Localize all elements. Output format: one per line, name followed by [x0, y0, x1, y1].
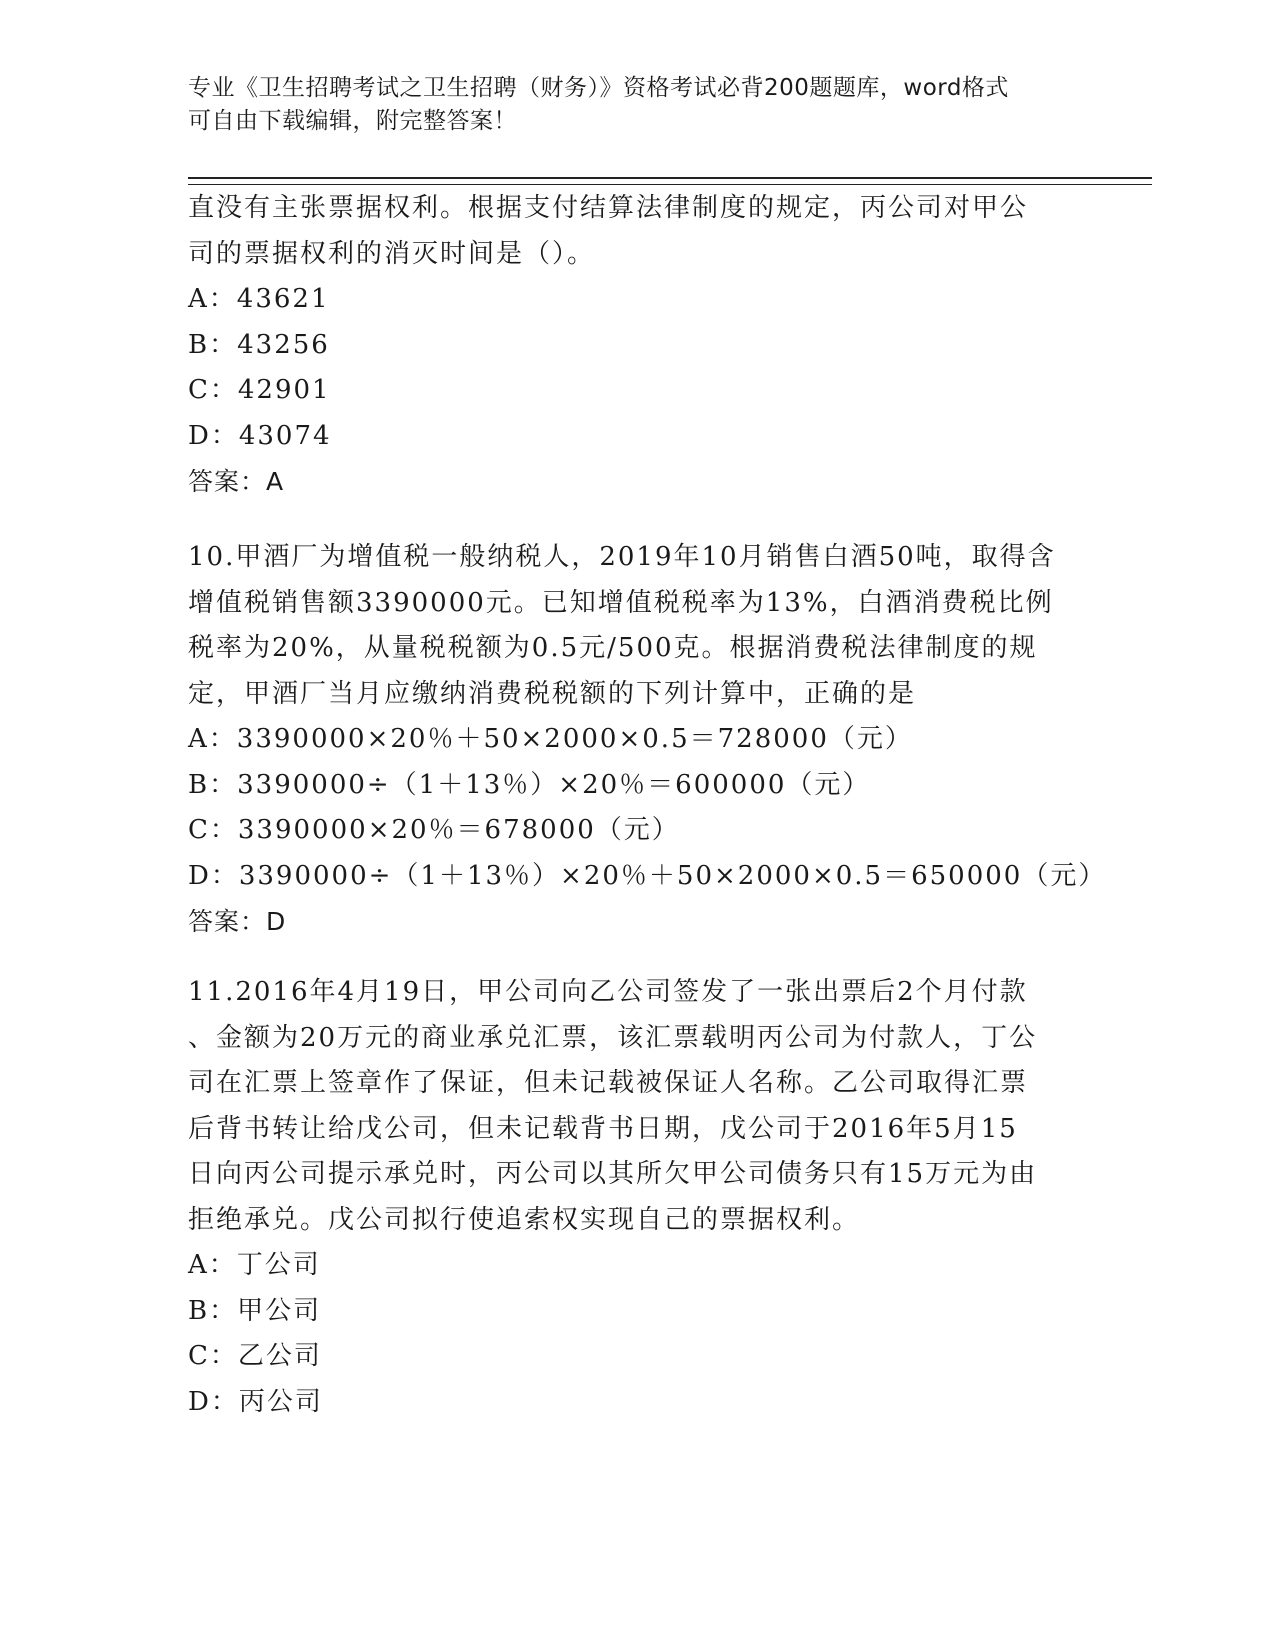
question-11-option-a: A：丁公司: [188, 1250, 321, 1280]
question-9-text-line: 司的票据权利的消灭时间是（）。: [188, 238, 596, 269]
question-9-option-c: C：42901: [188, 375, 331, 405]
question-9-option-b: B：43256: [188, 329, 330, 360]
question-10-option-a: A：3390000×20％＋50×2000×0.5＝728000（元）: [188, 724, 913, 754]
question-10-text-line: 增值税销售额3390000元。已知增值税税率为13%，白酒消费税比例: [188, 587, 1054, 618]
question-11-text-line: 司在汇票上签章作了保证，但未记载被保证人名称。乙公司取得汇票: [188, 1068, 1029, 1098]
question-11-text-line: 日向丙公司提示承兑时，丙公司以其所欠甲公司债务只有15万元为由: [188, 1159, 1038, 1189]
question-11-option-d: D：丙公司: [188, 1386, 323, 1417]
question-10-answer: 答案：D: [188, 907, 287, 936]
question-9-option-a: A：43621: [188, 284, 330, 314]
question-10-section: [188, 535, 1107, 945]
question-11-option-b: B：甲公司: [188, 1295, 322, 1326]
question-11-text-line: 、金额为20万元的商业承兑汇票，该汇票载明丙公司为付款人，丁公: [188, 1022, 1038, 1053]
question-9-option-d: D：43074: [188, 420, 332, 451]
question-11-text-line: 拒绝承兑。戊公司拟行使追索权实现自己的票据权利。: [188, 1204, 861, 1235]
question-9-section: [188, 186, 1088, 505]
question-10-text-line: 10.甲酒厂为增值税一般纳税人，2019年10月销售白酒50吨，取得含: [188, 542, 1056, 572]
question-9-text-line: 直没有主张票据权利。根据支付结算法律制度的规定，丙公司对甲公: [188, 193, 1029, 223]
header-line-2: 可自由下载编辑，附完整答案！: [188, 108, 517, 134]
question-11-section: [188, 970, 1088, 1425]
question-10-option-b: B：3390000÷（1＋13％）×20％＝600000（元）: [188, 769, 871, 800]
header-line-1: 专业《卫生招聘考试之卫生招聘（财务）》资格考试必背200题题库，word格式: [188, 75, 1009, 101]
question-10-text-line: 定，甲酒厂当月应缴纳消费税税额的下列计算中，正确的是: [188, 678, 917, 709]
header-divider: [188, 177, 1152, 185]
question-10-option-d: D：3390000÷（1＋13％）×20％＋50×2000×0.5＝650000（元）: [188, 860, 1107, 891]
question-11-text-line: 11.2016年4月19日，甲公司向乙公司签发了一张出票后2个月付款: [188, 977, 1028, 1007]
document-header: [188, 72, 1088, 138]
question-10-option-c: C：3390000×20％＝678000（元）: [188, 815, 680, 845]
question-11-text-line: 后背书转让给戊公司，但未记载背书日期，戊公司于2016年5月15: [188, 1113, 1018, 1144]
question-9-answer: 答案：A: [188, 467, 285, 496]
question-10-text-line: 税率为20%，从量税税额为0.5元/500克。根据消费税法律制度的规: [188, 633, 1038, 663]
question-11-option-c: C：乙公司: [188, 1341, 322, 1371]
